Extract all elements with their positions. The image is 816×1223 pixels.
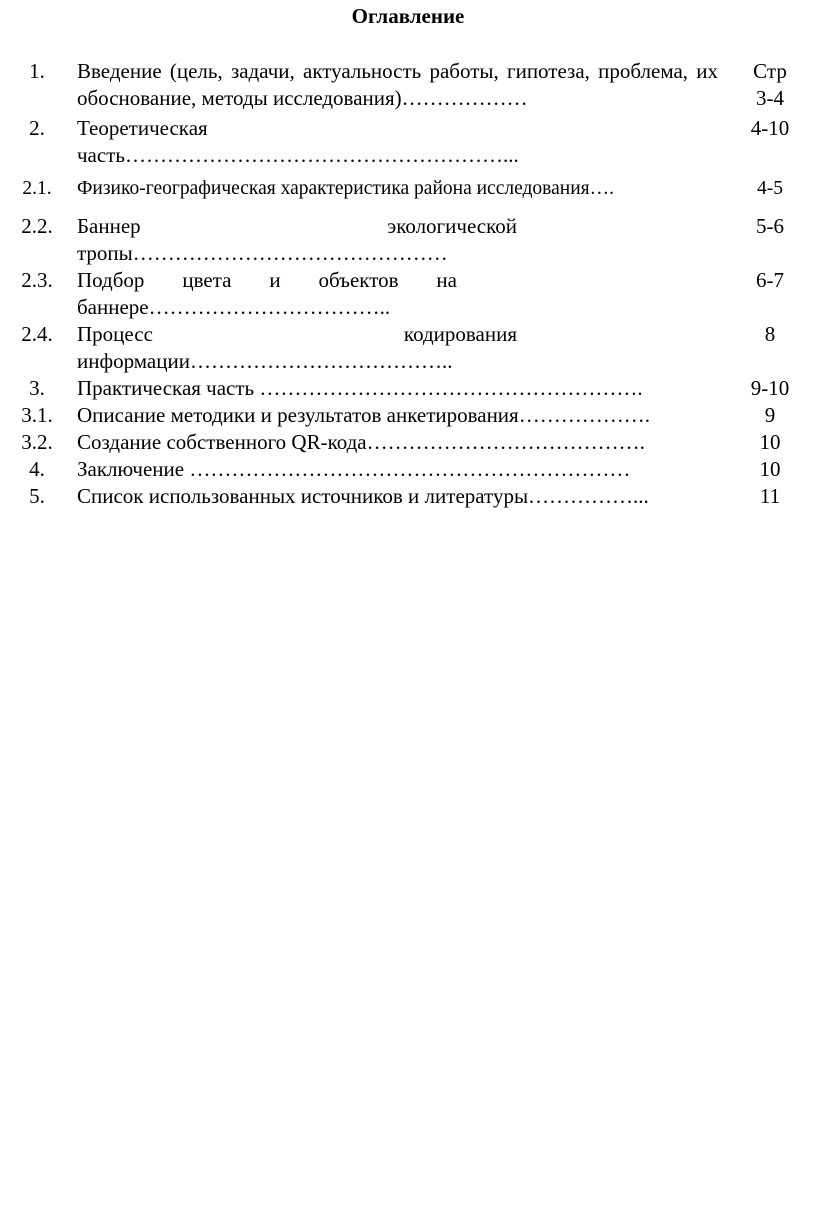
toc-entry-number: 2.4.: [21, 322, 53, 346]
toc-entry-number: 3.2.: [21, 430, 53, 454]
toc-entry-text: Теоретическая часть………………………………………………...: [77, 116, 519, 167]
toc-entry-number: 2.: [29, 116, 45, 140]
toc-entry-text: Создание собственного QR-кода………………………………….: [77, 430, 645, 454]
toc-entry-page: 5-6: [756, 214, 784, 238]
toc-entry-page: 6-7: [756, 268, 784, 292]
toc-entry: [0, 402, 816, 429]
toc-title: Оглавление: [351, 4, 465, 28]
toc-entry: [0, 429, 816, 456]
toc-entry-page: 9: [764, 403, 776, 427]
toc-entry-page: 4-10: [750, 116, 790, 140]
toc-entry-text: Заключение ………………………………………………………: [77, 457, 631, 481]
toc-entry-text: Физико-географическая характеристика района исследования….: [77, 178, 614, 199]
toc-entry-page: 9-10: [750, 376, 790, 400]
toc-entry-text: Практическая часть ……………………………………………….: [77, 376, 643, 400]
toc-entry-number: 2.3.: [21, 268, 53, 292]
toc-entry-number: 3.1.: [21, 403, 53, 427]
toc-entry-page-value: 3-4: [756, 86, 784, 110]
toc-entry: [0, 115, 816, 169]
toc-entry-text: Подбор цвета и объектов на баннере……………………………..: [77, 268, 457, 319]
toc-entry-page: [738, 58, 802, 112]
toc-entry-page: 10: [759, 430, 781, 454]
toc-entry: [0, 375, 816, 402]
toc-entry: [0, 456, 816, 483]
table-of-contents: [0, 58, 816, 510]
toc-entry-text: Процесс кодирования информации………………………………..: [77, 322, 517, 373]
toc-entry-page: 4-5: [757, 178, 783, 199]
toc-entry-number: 5.: [29, 484, 45, 508]
toc-entry-number: 2.2.: [21, 214, 53, 238]
toc-entry: [0, 58, 816, 112]
toc-entry-number: 1.: [29, 59, 45, 83]
toc-entry-text: Баннер экологической тропы………………………………………: [77, 214, 517, 265]
toc-entry: [0, 483, 816, 510]
toc-page-header: Стр: [753, 59, 787, 83]
toc-entry: [0, 213, 816, 267]
toc-entry-number: 4.: [29, 457, 45, 481]
toc-entry: [0, 321, 816, 375]
toc-entry: [0, 267, 816, 321]
toc-entry-page: 11: [759, 484, 781, 508]
toc-entry-text: Описание методики и результатов анкетирования……………….: [77, 403, 650, 427]
toc-entry: [0, 175, 816, 202]
toc-entry-number: 2.1.: [22, 178, 52, 199]
toc-entry-page: 8: [764, 322, 776, 346]
toc-entry-number: 3.: [29, 376, 45, 400]
toc-entry-page: 10: [759, 457, 781, 481]
toc-entry-text: Введение (цель, задачи, актуальность работы, гипотеза, проблема, их обоснование, методы исследования)………………: [77, 59, 718, 110]
toc-entry-text: Список использованных источников и литературы……………...: [77, 484, 649, 508]
